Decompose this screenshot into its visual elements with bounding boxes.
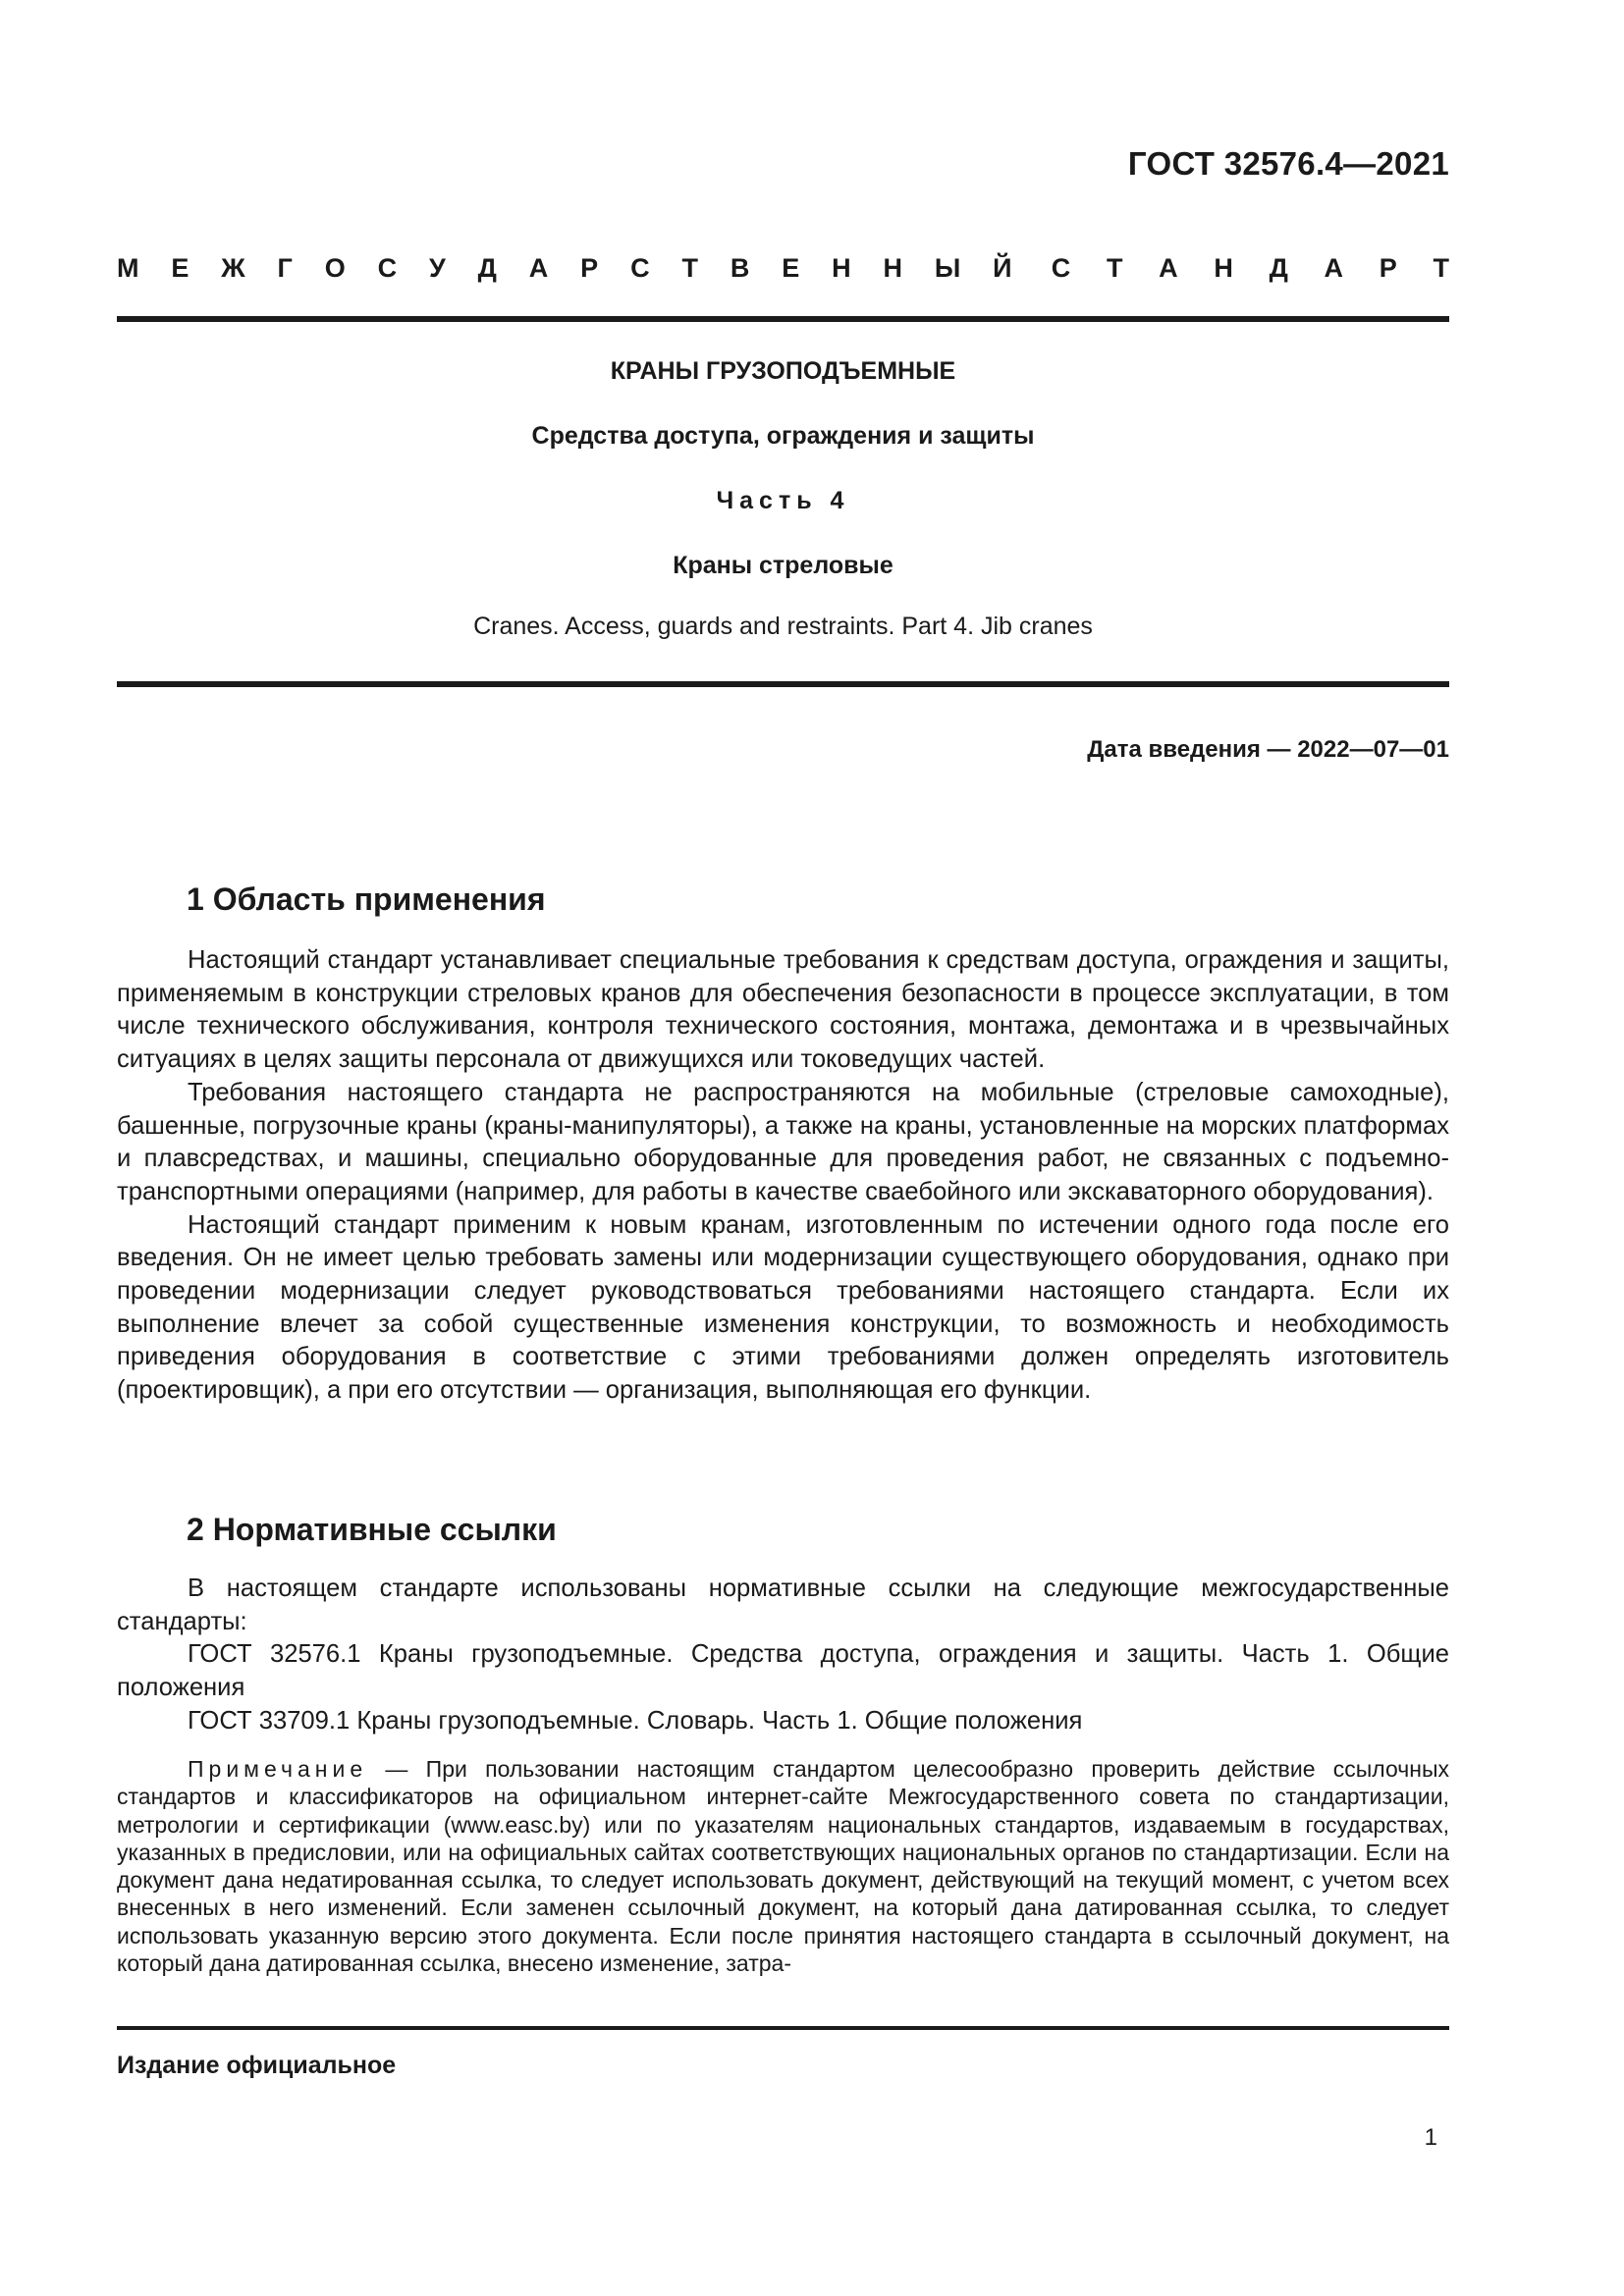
title-divider [117, 681, 1449, 687]
interstate-word-2-letter: Д [1269, 253, 1288, 283]
interstate-standard-banner [117, 253, 1449, 284]
banner-gap [1012, 253, 1052, 284]
interstate-word-2 [1052, 253, 1449, 284]
interstate-word-1-letter: О [324, 253, 346, 283]
interstate-word-2-letter: Р [1379, 253, 1397, 283]
interstate-word-1-letter: Р [580, 253, 599, 283]
interstate-word-1-letter: У [429, 253, 446, 283]
footer-divider [117, 2026, 1449, 2030]
section-1-paragraph: Настоящий стандарт применим к новым кранам, изготовленным по истечении одного года после его введения. Он не имеет целью требовать замены или модернизации существующего оборудования, однако при проведении модернизации следует руководствоваться требованиями настоящего стандарта. Если их выполнение влечет за собой существенные изменения конструкции, то возможность и необходимость приведения оборудования в соответствие с этими требованиями должен определять изготовитель (проектировщик), а при его отсутствии — организация, выполняющая его функции. [117, 1210, 1449, 1405]
reference-item: ГОСТ 32576.1 Краны грузоподъемные. Средства доступа, ограждения и защиты. Часть 1. Общие положения [117, 1640, 1449, 1702]
document-title: КРАНЫ ГРУЗОПОДЪЕМНЫЕ [610, 357, 956, 385]
reference-item: ГОСТ 33709.1 Краны грузоподъемные. Словарь. Часть 1. Общие положения [188, 1706, 1083, 1735]
part-title: Краны стреловые [673, 552, 893, 579]
section-1-heading: 1 Область применения [187, 881, 546, 917]
interstate-word-2-letter: Н [1214, 253, 1233, 283]
english-title: Cranes. Access, guards and restraints. Part 4. Jib cranes [473, 613, 1093, 640]
page-number: 1 [1424, 2124, 1437, 2151]
section-1-paragraph: Требования настоящего стандарта не распространяются на мобильные (стреловые самоходные), башенные, погрузочные краны (краны-манипуляторы), а также на краны, установленные на морских платформах и плавсредствах, и машины, специально оборудованные для проведения работ, не связанных с подъемно-транспортными операциями (например, для работы в качестве сваебойного или экскаваторного оборудования). [117, 1078, 1449, 1205]
interstate-word-1-letter: Г [277, 253, 293, 283]
interstate-word-1-letter: М [117, 253, 139, 283]
interstate-word-1-letter: Д [477, 253, 497, 283]
interstate-word-2-letter: Т [1433, 253, 1449, 283]
document-subtitle: Средства доступа, ограждения и защиты [531, 422, 1035, 450]
interstate-word-1 [117, 253, 1012, 284]
interstate-word-2-letter: С [1051, 253, 1071, 283]
interstate-word-1-letter: А [528, 253, 549, 283]
note-paragraph [117, 1755, 1449, 1977]
interstate-word-2-letter: Т [1106, 253, 1123, 283]
introduction-date: Дата введения — 2022—07—01 [1087, 736, 1449, 763]
section-2-heading: 2 Нормативные ссылки [187, 1512, 557, 1547]
interstate-word-1-letter: С [630, 253, 650, 283]
interstate-word-1-letter: Е [171, 253, 189, 283]
note-text: — При пользовании настоящим стандартом целесообразно проверить действие ссылочных стандартов и классификаторов на официальном интернет-сайте Межгосударственного совета по стандартизации, метрологии и сертификации (www.easc.by) или по указателям национальных стандартов, издаваемым в государствах, указанных в предисловии, или на официальных сайтах соответствующих национальных органов по стандартизации. Если на документ дана недатированная ссылка, то следует использовать документ, действующий на текущий момент, с учетом всех внесенных в него изменений. Если заменен ссылочный документ, на который дана датированная ссылка, то следует использовать указанную версию этого документа. Если после принятия настоящего стандарта в ссылочный документ, на который дана датированная ссылка, внесено изменение, затра- [117, 1756, 1449, 1977]
note-label: Примечание [188, 1756, 368, 1782]
interstate-word-2-letter: А [1159, 253, 1178, 283]
interstate-word-1-letter: В [730, 253, 750, 283]
interstate-word-1-letter: Н [883, 253, 902, 283]
part-label: Часть 4 [716, 487, 850, 514]
top-divider [117, 316, 1449, 322]
interstate-word-1-letter: Е [782, 253, 800, 283]
section-2-paragraph: В настоящем стандарте использованы нормативные ссылки на следующие межгосударственные стандарты: [117, 1575, 1449, 1635]
interstate-word-1-letter: Н [832, 253, 851, 283]
section-1-paragraph: Настоящий стандарт устанавливает специальные требования к средствам доступа, ограждения и защиты, применяемым в конструкции стреловых кранов для обеспечения безопасности в процессе эксплуатации, в том числе технического обслуживания, контроля технического состояния, монтажа, демонтажа и в чрезвычайных ситуациях в целях защиты персонала от движущихся или токоведущих частей. [117, 946, 1449, 1074]
section-2-body [117, 1573, 1449, 1738]
interstate-word-1-letter: Ж [221, 253, 245, 283]
interstate-word-1-letter: Ы [934, 253, 961, 283]
interstate-word-1-letter: Т [681, 253, 698, 283]
document-number: ГОСТ 32576.4—2021 [1127, 145, 1449, 182]
interstate-word-1-letter: Й [993, 253, 1012, 283]
edition-label: Издание официальное [117, 2052, 397, 2079]
section-1-body [117, 944, 1449, 1408]
interstate-word-2-letter: А [1324, 253, 1344, 283]
interstate-word-1-letter: С [377, 253, 398, 283]
